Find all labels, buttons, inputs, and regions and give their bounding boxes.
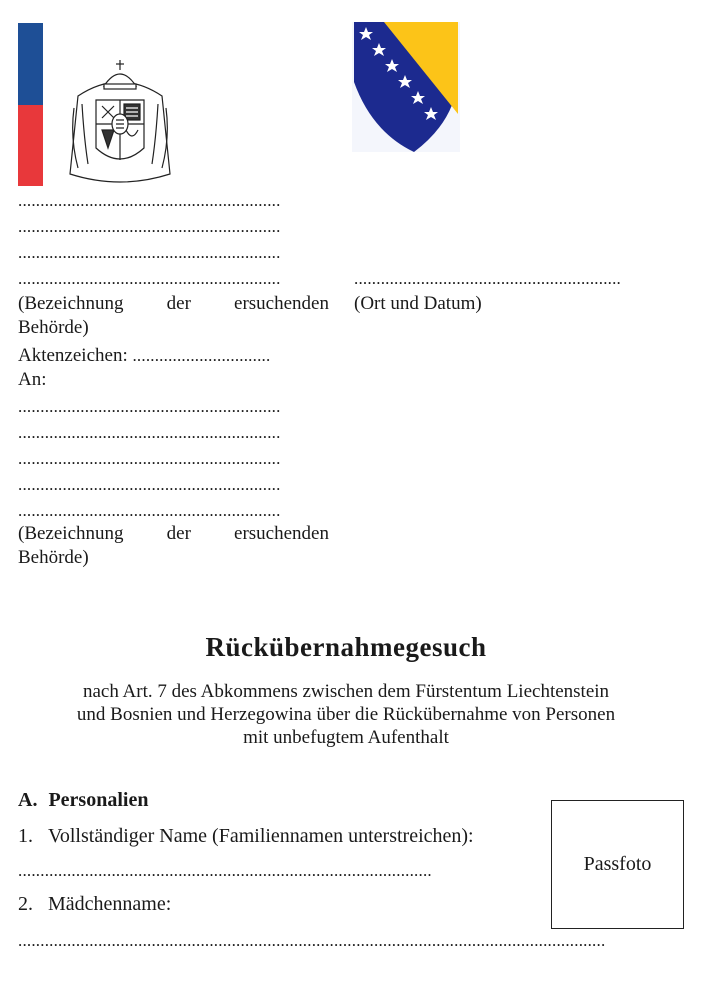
recipient-line-5[interactable]: ...........................................................: [18, 501, 281, 520]
full-name-field[interactable]: .............................................................................................: [18, 861, 432, 880]
sender-caption-word: der: [166, 293, 191, 314]
sender-caption-word: (Bezeichnung: [18, 293, 124, 314]
aktenzeichen-field[interactable]: ...............................: [132, 346, 271, 365]
liechtenstein-flag-red-stripe: [18, 105, 43, 186]
place-date-label: (Ort und Datum): [354, 293, 482, 314]
item-2-label: Mädchenname:: [48, 893, 172, 915]
liechtenstein-coat-of-arms-icon: [64, 58, 176, 188]
item-1-row: [18, 825, 474, 848]
title-wrap: [0, 632, 692, 663]
passport-photo-label: Passfoto: [583, 853, 652, 875]
recipient-caption-word: (Bezeichnung: [18, 523, 124, 544]
sender-caption: [18, 292, 329, 315]
recipient-caption-word: der: [166, 523, 191, 544]
passport-photo-box[interactable]: [551, 800, 684, 929]
recipient-line-4[interactable]: ...........................................................: [18, 475, 281, 494]
recipient-line-2[interactable]: ...........................................................: [18, 423, 281, 442]
liechtenstein-flag-blue-stripe: [18, 23, 43, 105]
sender-line-3[interactable]: ...........................................................: [18, 243, 281, 262]
document-title: Rückübernahmegesuch: [205, 632, 487, 662]
section-a-title: Personalien: [48, 789, 149, 811]
aktenzeichen-label: Aktenzeichen:: [18, 345, 128, 366]
subtitle-line: mit unbefugtem Aufenthalt: [243, 727, 449, 748]
place-date-field[interactable]: ............................................................: [354, 269, 621, 288]
sender-line-4[interactable]: ...........................................................: [18, 269, 281, 288]
sender-line-2[interactable]: ...........................................................: [18, 217, 281, 236]
sender-caption-end: Behörde): [18, 317, 89, 338]
recipient-line-3[interactable]: ...........................................................: [18, 449, 281, 468]
subtitle-line: nach Art. 7 des Abkommens zwischen dem Fürstentum Liechtenstein: [82, 681, 610, 702]
item-2-row: [18, 893, 171, 916]
recipient-caption: [18, 522, 329, 545]
item-1-label: Vollständiger Name (Familiennamen unterstreichen):: [48, 825, 474, 847]
item-2-number: 2.: [18, 893, 33, 915]
aktenzeichen-row: [18, 343, 270, 369]
subtitle: [0, 680, 692, 749]
item-1-number: 1.: [18, 825, 33, 847]
an-label: An:: [18, 369, 47, 390]
section-a-heading: [18, 789, 148, 812]
sender-line-1[interactable]: ...........................................................: [18, 191, 281, 210]
recipient-line-1[interactable]: ...........................................................: [18, 397, 281, 416]
recipient-caption-word: ersuchenden: [234, 523, 329, 544]
recipient-caption-end: Behörde): [18, 547, 89, 568]
subtitle-line: und Bosnien und Herzegowina über die Rückübernahme von Personen: [76, 704, 616, 725]
bosnia-coat-of-arms-icon: [352, 22, 460, 152]
sender-caption-word: ersuchenden: [234, 293, 329, 314]
section-a-letter: A.: [18, 789, 38, 811]
maiden-name-field[interactable]: ....................................................................................................................................: [18, 931, 606, 950]
